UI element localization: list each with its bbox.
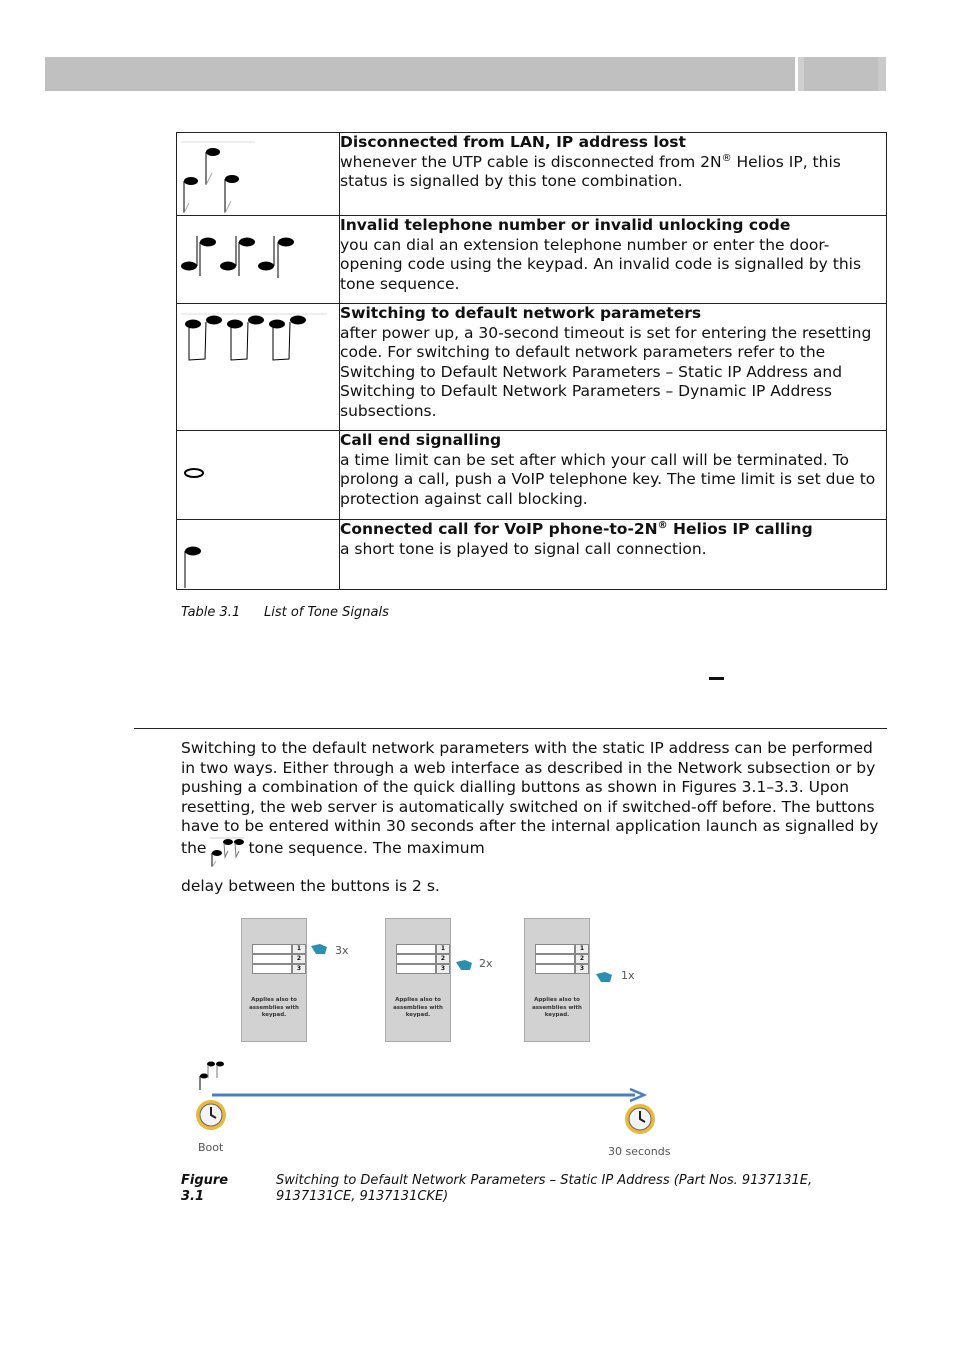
table-row	[177, 431, 887, 520]
reset-sequence-figure	[190, 912, 680, 1162]
press-count: 2x	[479, 957, 493, 970]
timeout-label: 30 seconds	[608, 1145, 671, 1158]
tone-description: Disconnected from LAN, IP address lost whenever the UTP cable is disconnected from 2N® Helios IP, this status is signalled by this tone combination.	[340, 133, 887, 216]
tone-title: Connected call for VoIP phone-to-2N® Helios IP calling	[340, 519, 813, 538]
header-page-tab	[798, 57, 886, 91]
keypad-panel: 1 2 3 Applies also to assemblies with keypad.	[385, 918, 451, 1042]
table-caption: Table 3.1 List of Tone Signals	[181, 605, 389, 620]
clock-icon	[195, 1099, 227, 1131]
disconnect-tone-icon	[177, 133, 340, 216]
header-bar	[45, 57, 795, 91]
tone-signals-table	[176, 132, 887, 590]
tone-description: Connected call for VoIP phone-to-2N® Helios IP calling a short tone is played to signal call connection.	[340, 520, 887, 590]
pointing-hand-icon	[455, 958, 473, 972]
section-divider	[134, 728, 887, 729]
default-params-tone-icon	[210, 837, 244, 867]
table-row	[177, 304, 887, 431]
keypad-panel: 1 2 3 Applies also to assemblies with keypad.	[524, 918, 590, 1042]
tone-title: Invalid telephone number or invalid unlocking code	[340, 216, 791, 234]
timeline-arrow	[210, 1088, 650, 1102]
connected-tone-icon	[177, 520, 340, 590]
tone-description: Call end signalling a time limit can be set after which your call will be terminated. To prolong a call, push a VoIP telephone key. The time limit is set due to protection against call blocking.	[340, 431, 887, 520]
press-count: 1x	[621, 969, 635, 982]
tone-description: Invalid telephone number or invalid unlocking code you can dial an extension telephone number or enter the door-opening code using the keypad. An invalid code is signalled by this tone sequence.	[340, 216, 887, 304]
heading-dash	[709, 677, 724, 680]
body-paragraph: Switching to the default network parameters with the static IP address can be performed in two ways. Either through a web interface as described in the Network subsection or by pushing a combination of the quick dialling buttons as shown in Figures 3.1–3.3. Upon resetting, the web server is automatically switched on if switched-off before. The buttons have to be entered within 30 seconds after the internal application launch as signalled by the tone sequence. The maximum delay between the buttons is 2 s.	[181, 739, 879, 895]
press-count: 3x	[335, 944, 349, 957]
table-row	[177, 216, 887, 304]
table-row	[177, 520, 887, 590]
pointing-hand-icon	[595, 970, 613, 984]
table-row	[177, 133, 887, 216]
boot-label: Boot	[198, 1141, 224, 1154]
keypad-panel: 1 2 3 Applies also to assemblies with keypad.	[241, 918, 307, 1042]
pointing-hand-icon	[310, 942, 328, 956]
tone-description: Switching to default network parameters after power up, a 30-second timeout is set for entering the resetting code. For switching to default network parameters refer to the Switching to Default Network Parameters – Static IP Address and Switching to Default Network Parameters – Dynamic IP Address subsections.	[340, 304, 887, 431]
invalid-code-tone-icon	[177, 216, 340, 304]
tone-title: Call end signalling	[340, 431, 502, 449]
default-params-tone-icon	[177, 304, 340, 431]
tone-title: Disconnected from LAN, IP address lost	[340, 133, 686, 151]
clock-icon	[624, 1103, 656, 1135]
tone-title: Switching to default network parameters	[340, 304, 702, 322]
call-end-tone-icon	[177, 431, 340, 520]
